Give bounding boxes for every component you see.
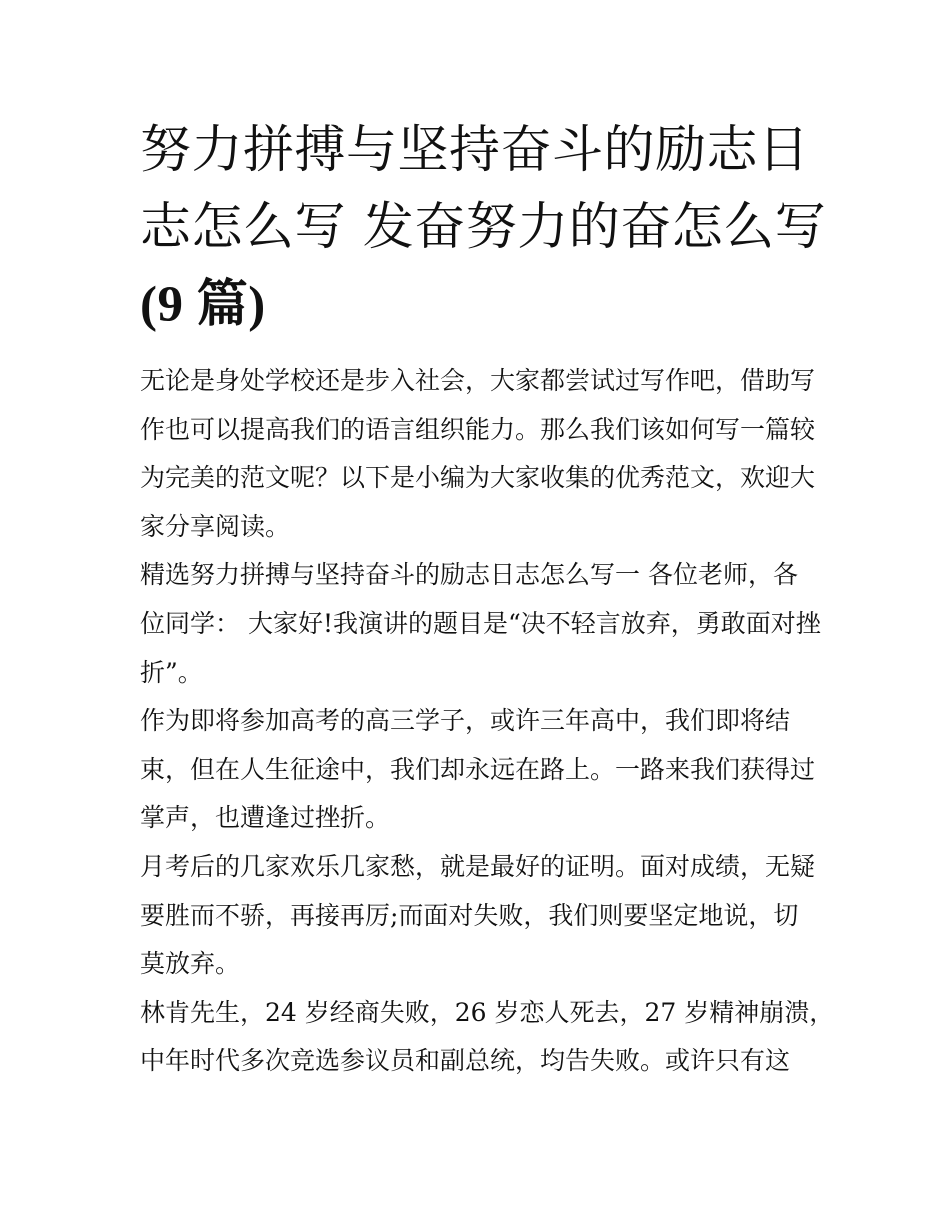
- body-line: 位同学： 大家好!我演讲的题目是“决不轻言放弃，勇敢面对挫: [140, 608, 821, 638]
- body-line: 为完美的范文呢？以下是小编为大家收集的优秀范文，欢迎大: [140, 463, 816, 493]
- body-line: 林肯先生，24 岁经商失败，26 岁恋人死去，27 岁精神崩溃，: [140, 997, 835, 1027]
- body-line: 中年时代多次竞选参议员和副总统，均告失败。或许只有这: [140, 1046, 791, 1076]
- body-line: 要胜而不骄，再接再厉;而面对失败，我们则要坚定地说，切: [140, 900, 799, 930]
- title-line-3: [140, 266, 820, 344]
- body-line: 掌声，也遭逢过挫折。: [140, 803, 391, 833]
- body-line: 家分享阅读。: [140, 511, 291, 541]
- body-line: 月考后的几家欢乐几家愁，就是最好的证明。面对成绩，无疑: [140, 851, 816, 881]
- document-body: [140, 357, 835, 1086]
- body-line: 精选努力拼搏与坚持奋斗的励志日志怎么写一 各位老师，各: [140, 560, 798, 590]
- title-line-1: 努力拼搏与坚持奋斗的励志日: [140, 121, 810, 180]
- body-line: 作为即将参加高考的高三学子，或许三年高中，我们即将结: [140, 706, 791, 736]
- title-suffix: (9 篇): [140, 277, 266, 333]
- body-line: 作也可以提高我们的语言组织能力。那么我们该如何写一篇较: [140, 414, 816, 444]
- body-line: 莫放弃。: [140, 949, 241, 979]
- document-title: [140, 112, 827, 344]
- title-line-2: 志怎么写 发奋努力的奋怎么写: [140, 198, 827, 257]
- body-line: 折”。: [140, 657, 203, 687]
- body-line: 束，但在人生征途中，我们却永远在路上。一路来我们获得过: [140, 754, 816, 784]
- body-line: 无论是身处学校还是步入社会，大家都尝试过写作吧，借助写: [140, 366, 816, 395]
